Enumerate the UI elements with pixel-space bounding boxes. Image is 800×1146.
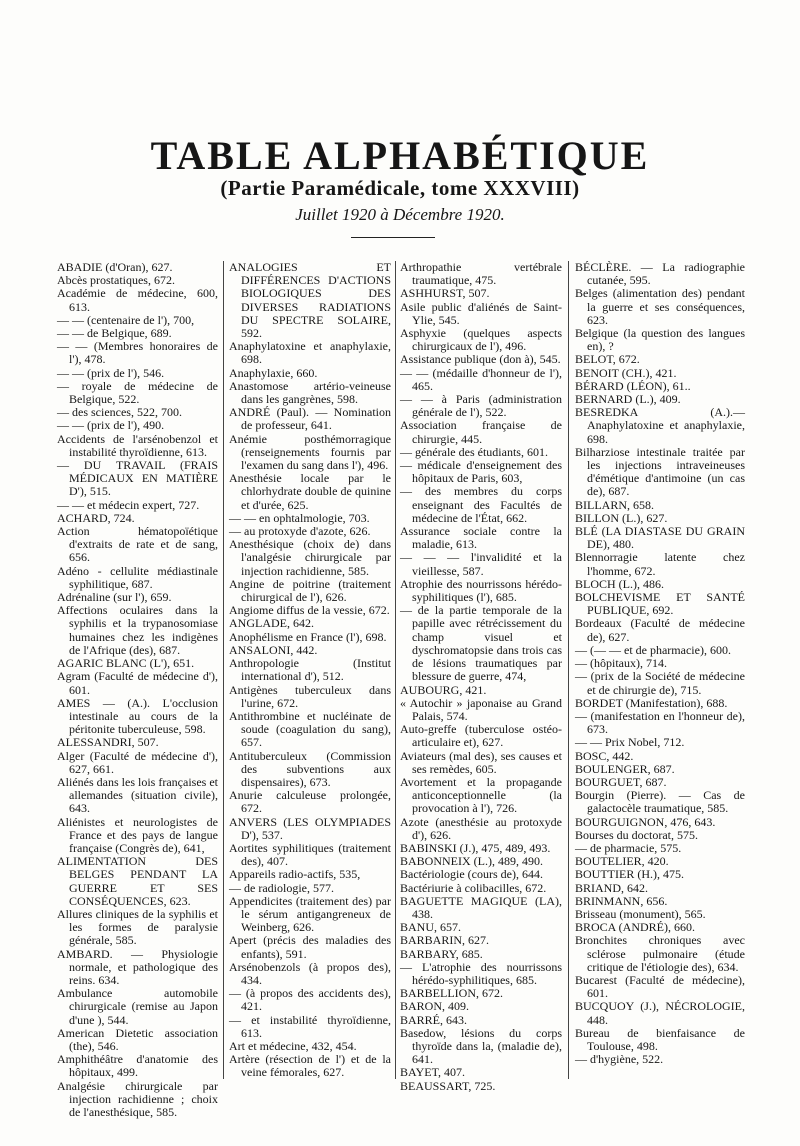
index-entry: — des sciences, 522, 700. xyxy=(57,405,182,420)
index-entry: ACHARD, 724. xyxy=(57,510,135,525)
index-entry: Association française de chirurgie, 445. xyxy=(400,418,562,446)
index-entry: ANALOGIES ET DIFFÉRENCES D'ACTIONS BIOLOGIQUES DES DIVERSES RADIATIONS DU SPECTRE SOLAIRE, 592. xyxy=(229,260,391,341)
index-entry: — et instabilité thyroïdienne, 613. xyxy=(229,1012,391,1040)
index-entry: Abcès prostatiques, 672. xyxy=(57,273,175,288)
index-entry: Anémie posthémorragique (renseignements fournis par l'examen du sang dans l'), 496. xyxy=(229,431,391,473)
index-entry: — — Prix Nobel, 712. xyxy=(575,735,685,750)
index-entry: Aviateurs (mal des), ses causes et ses remèdes, 605. xyxy=(400,748,562,776)
index-entry: — — (centenaire de l'), 700, xyxy=(57,312,195,327)
index-entry: Arsénobenzols (à propos des), 434. xyxy=(229,959,391,987)
index-entry: — — en ophtalmologie, 703. xyxy=(229,510,370,525)
index-entry: BABINSKI (J.), 475, 489, 493. xyxy=(400,840,551,855)
index-entry: Bureau de bienfaisance de Toulouse, 498. xyxy=(575,1025,745,1053)
index-entry: Angine de poitrine (traitement chirurgical de l'), 626. xyxy=(229,576,391,605)
index-entry: Blennorragie latente chez l'homme, 672. xyxy=(575,550,745,578)
index-entry: Bordeaux (Faculté de médecine de), 627. xyxy=(575,616,745,644)
index-entry: BRINMANN, 656. xyxy=(575,893,668,908)
index-entry: BELOT, 672. xyxy=(575,352,640,367)
index-entry: BRIAND, 642. xyxy=(575,880,649,895)
index-entry: — (manifestation en l'honneur de), 673. xyxy=(575,708,745,737)
index-entry: BOUTELIER, 420. xyxy=(575,854,669,869)
index-entry: BOURGUET, 687. xyxy=(575,774,667,789)
index-entry: Action hématopoïétique d'extraits de rate et de sang, 656. xyxy=(57,524,218,565)
index-entry: Accidents de l'arsénobenzol et instabilité thyroïdienne, 613. xyxy=(57,431,218,459)
index-entry: Agram (Faculté de médecine d'), 601. xyxy=(57,669,218,697)
index-entry: — de radiologie, 577. xyxy=(229,880,334,895)
index-entry: — (— — et de pharmacie), 600. xyxy=(575,642,731,657)
index-entry: Aliénés dans les lois françaises et allemandes (situation civile), 643. xyxy=(57,774,218,816)
index-entry: Belgique (la question des langues en), ? xyxy=(575,326,745,354)
index-entry: — — (prix de l'), 546. xyxy=(57,365,165,380)
index-entry: Anesthésique (choix de) dans l'analgésie chirurgicale par injection rachidienne, 585. xyxy=(229,537,391,578)
index-entry: Bourgin (Pierre). — Cas de galactocèle traumatique, 585. xyxy=(575,788,745,816)
index-entry: ANDRÉ (Paul). — Nomination de professeur, 641. xyxy=(229,405,391,433)
index-entry: Apert (précis des maladies des enfants), 591. xyxy=(229,933,391,961)
index-entry: AUBOURG, 421. xyxy=(400,682,487,697)
index-entry: BEAUSSART, 725. xyxy=(400,1078,496,1093)
index-entry: BÉCLÈRE. — La radiographie cutanée, 595. xyxy=(575,260,745,288)
index-entry: BARON, 409. xyxy=(400,999,470,1014)
index-entry: Appendicites (traitement des) par le sérum antigangreneux de Weinberg, 626. xyxy=(229,893,391,935)
index-entry: Asile public d'aliénés de Saint-Ylie, 545. xyxy=(400,299,562,327)
index-entry: AMES — (A.). L'occlusion intestinale au cours de la péritonite tuberculeuse, 598. xyxy=(57,695,218,737)
page-subtitle: (Partie Paramédicale, tome XXXVIII) xyxy=(220,176,580,200)
index-entry: ANGLADE, 642. xyxy=(229,616,314,631)
column-divider xyxy=(568,261,569,1079)
index-entry: — des membres du corps enseignant des Facultés de médecine de l'État, 662. xyxy=(400,484,562,525)
index-entry: BABONNEIX (L.), 489, 490. xyxy=(400,854,543,869)
index-entry: BLOCH (L.), 486. xyxy=(575,576,664,591)
index-entry: BOLCHEVISME ET SANTÉ PUBLIQUE, 692. xyxy=(575,590,745,618)
index-entry: Aliénistes et neurologistes de France et des pays de langue française (Congrès de), 641, xyxy=(57,814,218,855)
index-entry: Anophélisme en France (l'), 698. xyxy=(229,629,387,644)
index-column-4 xyxy=(575,261,745,1066)
index-entry: Basedow, lésions du corps thyroïde dans la, (maladie de), 641. xyxy=(400,1025,562,1067)
index-entry: BESREDKA (A.).— Anaphylatoxine et anaphylaxie, 698. xyxy=(575,405,745,446)
index-entry: ASHHURST, 507. xyxy=(400,286,490,301)
index-entry: — (à propos des accidents des), 421. xyxy=(229,986,391,1014)
index-entry: Angiome diffus de la vessie, 672. xyxy=(229,603,390,618)
index-entry: AGARIC BLANC (L'), 651. xyxy=(57,656,195,671)
index-entry: Arthropathie vertébrale traumatique, 475. xyxy=(400,260,562,288)
index-entry: ANSALONI, 442. xyxy=(229,642,318,657)
index-entry: BARBARIN, 627. xyxy=(400,933,490,948)
index-entry: Azote (anesthésie au protoxyde d'), 626. xyxy=(400,814,562,842)
index-entry: Assurance sociale contre la maladie, 613. xyxy=(400,524,562,552)
index-entry: BARBELLION, 672. xyxy=(400,986,503,1001)
index-entry: Adéno - cellulite médiastinale syphilitique, 687. xyxy=(57,563,218,591)
index-entry: BILLARN, 658. xyxy=(575,497,654,512)
index-entry: Anthropologie (Institut international d'), 512. xyxy=(229,656,391,684)
index-entry: Anaphylaxie, 660. xyxy=(229,365,318,380)
index-entry: BAGUETTE MAGIQUE (LA), 438. xyxy=(400,893,562,921)
index-entry: BOULENGER, 687. xyxy=(575,761,675,776)
index-entry: ANVERS (LES OLYMPIADES D'), 537. xyxy=(229,814,391,842)
index-entry: Analgésie chirurgicale par injection rachidienne ; choix de l'anesthésique, 585. xyxy=(57,1078,218,1119)
index-entry: Antithrombine et nucléinate de soude (coagulation du sang), 657. xyxy=(229,708,391,750)
index-entry: BLÉ (LA DIASTASE DU GRAIN DE), 480. xyxy=(575,524,745,552)
index-entry: Adrénaline (sur l'), 659. xyxy=(57,590,172,605)
index-entry: Aortites syphilitiques (traitement des), 407. xyxy=(229,840,391,869)
index-entry: BAYET, 407. xyxy=(400,1065,466,1080)
index-entry: Avortement et la propagande anticonceptionnelle (la provocation à l'), 726. xyxy=(400,774,562,816)
index-entry: BERNARD (L.), 409. xyxy=(575,392,681,407)
index-entry: BANU, 657. xyxy=(400,920,462,935)
index-entry: Assistance publique (don à), 545. xyxy=(400,352,561,367)
index-entry: — — et médecin expert, 727. xyxy=(57,497,200,512)
index-entry: — — (Membres honoraires de l'), 478. xyxy=(57,339,218,367)
index-entry: BORDET (Manifestation), 688. xyxy=(575,695,728,710)
index-entry: Bilharziose intestinale traitée par les injections intraveineuses d'émétique d'antimoine (un cas de), 687. xyxy=(575,444,745,499)
index-entry: BOUTTIER (H.), 475. xyxy=(575,867,684,882)
index-entry: Bronchites chroniques avec sclérose pulmonaire (étude critique de l'étiologie des), 634. xyxy=(575,933,745,974)
index-entry: BROCA (ANDRÉ), 660. xyxy=(575,920,696,935)
index-entry: ALESSANDRI, 507. xyxy=(57,735,159,750)
index-entry: Anesthésie locale par le chlorhydrate double de quinine et d'urée, 625. xyxy=(229,471,391,512)
date-range: Juillet 1920 à Décembre 1920. xyxy=(295,205,505,224)
index-entry: Ambulance automobile chirurgicale (remise au Japon d'une ), 544. xyxy=(57,986,218,1027)
index-entry: Amphithéâtre d'anatomie des hôpitaux, 499. xyxy=(57,1052,218,1080)
index-entry: Appareils radio-actifs, 535, xyxy=(229,867,361,882)
index-entry: AMBARD. — Physiologie normale, et pathologique des reins. 634. xyxy=(57,946,218,987)
index-entry: — (hôpitaux), 714. xyxy=(575,656,667,671)
index-entry: Art et médecine, 432, 454. xyxy=(229,1038,357,1053)
index-column-3 xyxy=(400,261,562,1093)
index-column-2 xyxy=(229,261,391,1080)
index-column-1 xyxy=(57,261,218,1119)
title-divider xyxy=(351,237,435,238)
index-entry: BOURGUIGNON, 476, 643. xyxy=(575,814,716,829)
index-entry: Bactériurie à colibacilles, 672. xyxy=(400,880,547,895)
index-entry: — — de Belgique, 689. xyxy=(57,326,172,341)
index-entry: « Autochir » japonaise au Grand Palais, 574. xyxy=(400,695,562,723)
index-entry: — (prix de la Société de médecine et de chirurgie de), 715. xyxy=(575,669,745,697)
index-entry: Artère (résection de l') et de la veine fémorales, 627. xyxy=(229,1052,391,1080)
column-divider xyxy=(395,261,396,1079)
index-entry: — de la partie temporale de la papille avec rétrécissement du champ visuel et dyschromatopsie dans trois cas de lésions traumatiques par blessure de guerre, 474, xyxy=(400,603,562,684)
index-entry: ABADIE (d'Oran), 627. xyxy=(57,260,173,274)
index-entry: Asphyxie (quelques aspects chirurgicaux de l'), 496. xyxy=(400,326,562,354)
index-entry: — générale des étudiants, 601. xyxy=(400,444,548,459)
index-entry: Brisseau (monument), 565. xyxy=(575,906,706,921)
index-entry: Belges (alimentation des) pendant la guerre et ses conséquences, 623. xyxy=(575,286,745,327)
index-entry: BILLON (L.), 627. xyxy=(575,510,668,525)
index-entry: BENOIT (CH.), 421. xyxy=(575,365,677,380)
index-entry: — — à Paris (administration générale de l'), 522. xyxy=(400,392,562,420)
index-entry: Bactériologie (cours de), 644. xyxy=(400,867,543,882)
index-entry: Bourses du doctorat, 575. xyxy=(575,827,698,842)
index-entry: ALIMENTATION DES BELGES PENDANT LA GUERRE ET SES CONSÉQUENCES, 623. xyxy=(57,854,218,908)
index-entry: Atrophie des nourrissons hérédo-syphilitiques (l'), 685. xyxy=(400,576,562,605)
index-entry: — royale de médecine de Belgique, 522. xyxy=(57,378,218,407)
index-entry: — au protoxyde d'azote, 626. xyxy=(229,524,371,539)
index-entry: American Dietetic association (the), 546. xyxy=(57,1025,218,1053)
index-entry: Anurie calculeuse prolongée, 672. xyxy=(229,788,391,816)
index-entry: — DU TRAVAIL (FRAIS MÉDICAUX EN MATIÈRE D'), 515. xyxy=(57,458,218,499)
index-entry: Anaphylatoxine et anaphylaxie, 698. xyxy=(229,339,391,367)
index-entry: Antigènes tuberculeux dans l'urine, 672. xyxy=(229,682,391,710)
index-entry: BOSC, 442. xyxy=(575,748,634,763)
index-entry: Antituberculeux (Commission des subventions aux dispensaires), 673. xyxy=(229,748,391,789)
index-entry: — L'atrophie des nourrissons hérédo-syphilitiques, 685. xyxy=(400,959,562,987)
index-entry: Allures cliniques de la syphilis et les formes de paralysie générale, 585. xyxy=(57,906,218,948)
index-entry: — médicale d'enseignement des hôpitaux de Paris, 603, xyxy=(400,458,562,486)
page-title: TABLE ALPHABÉTIQUE xyxy=(150,133,650,178)
index-entry: BARBARY, 685. xyxy=(400,946,483,961)
index-entry: BÉRARD (LÉON), 61.. xyxy=(575,378,691,393)
index-entry: BUCQUOY (J.), NÉCROLOGIE, 448. xyxy=(575,999,745,1027)
index-entry: — — — l'invalidité et la vieillesse, 587. xyxy=(400,550,562,578)
index-entry: Affections oculaires dans la syphilis et la trypanosomiase humaines chez les indigènes de l'Afrique (des), 687. xyxy=(57,603,218,657)
index-entry: Auto-greffe (tuberculose ostéo-articulaire et), 627. xyxy=(400,722,562,750)
index-entry: — d'hygiène, 522. xyxy=(575,1052,664,1067)
index-entry: — — (médaille d'honneur de l'), 465. xyxy=(400,365,562,393)
index-entry: Académie de médecine, 600, 613. xyxy=(57,286,218,314)
index-entry: — de pharmacie, 575. xyxy=(575,840,682,855)
column-divider xyxy=(223,261,224,1079)
index-entry: — — (prix de l'), 490. xyxy=(57,418,165,433)
index-entry: Anastomose artério-veineuse dans les gangrènes, 598. xyxy=(229,378,391,407)
index-entry: Alger (Faculté de médecine d'), 627, 661. xyxy=(57,748,218,776)
index-entry: BARRÉ, 643. xyxy=(400,1012,468,1027)
index-entry: Bucarest (Faculté de médecine), 601. xyxy=(575,972,745,1001)
